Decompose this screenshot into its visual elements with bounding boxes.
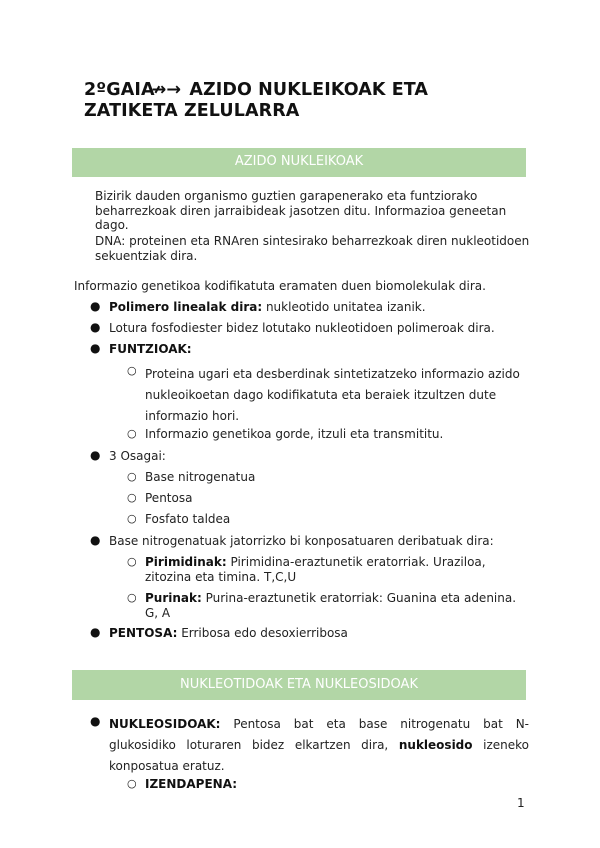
circle-bullet-icon: ○ (127, 512, 137, 525)
list-subitem-bold: Pirimidinak: (145, 555, 227, 569)
section-banner-label: AZIDO NUKLEIKOAK (234, 154, 364, 169)
title-line2: ZATIKETA ZELULARRA (84, 101, 300, 121)
list-subitem: Proteina ugari eta desberdinak sintetizatzeko informazio azido nukleoikoetan dago kodifikatuta eta beraiek itzultzen dute informazio hori. (145, 367, 520, 423)
list-item: Base nitrogenatuak jatorrizko bi konposatuaren deribatuak dira: (109, 534, 494, 548)
list-item-text: Pentosa bat eta base nitrogenatu bat N-glukosidiko loturaren bidez elkartzen dira, (109, 717, 529, 752)
list-subitem (145, 591, 530, 620)
bullet-icon: ● (90, 448, 101, 462)
list-item (109, 300, 529, 315)
list-item (109, 714, 529, 777)
page-number: 1 (517, 796, 525, 810)
list-subitem (145, 555, 530, 584)
section-banner-azido-nukleikoak (72, 148, 526, 177)
bullet-icon: ● (90, 341, 101, 355)
bullet-icon: ● (90, 533, 101, 547)
arrow-icon: ↛→ (151, 80, 182, 100)
list-item-text: Erribosa edo desoxierribosa (177, 626, 348, 640)
circle-bullet-icon: ○ (127, 591, 137, 604)
circle-bullet-icon: ○ (127, 470, 137, 483)
section-banner-nukleotidoak (72, 670, 526, 700)
list-subitem: Base nitrogenatua (145, 470, 256, 484)
circle-bullet-icon: ○ (127, 777, 137, 790)
list-item-text: nukleotido unitatea izanik. (262, 300, 426, 314)
page-title (84, 80, 524, 122)
bullet-icon: ● (90, 625, 101, 639)
intro-paragraph-3: Informazio genetikoa kodifikatuta eramaten duen biomolekulak dira. (74, 279, 486, 293)
list-item-text: izeneko konposatua eratuz. (109, 738, 529, 773)
circle-bullet-icon: ○ (127, 491, 137, 504)
title-line1: AZIDO NUKLEIKOAK ETA (189, 80, 429, 100)
circle-bullet-icon: ○ (127, 427, 137, 440)
list-item-bold: Polimero linealak dira: (109, 300, 263, 314)
bullet-icon: ● (90, 320, 101, 334)
list-item-bold: nukleosido (398, 738, 473, 752)
list-subitem: Pentosa (145, 491, 193, 505)
list-item: 3 Osagai: (109, 449, 166, 463)
list-subitem-text: Purina-eraztunetik eratorriak: Guanina eta adenina. G, A (145, 591, 517, 620)
list-item: Lotura fosfodiester bidez lotutako nukleotidoen polimeroak dira. (109, 321, 495, 335)
list-subitem: Informazio genetikoa gorde, itzuli eta transmititu. (145, 427, 444, 441)
list-item: FUNTZIOAK: (109, 342, 192, 356)
list-item (109, 626, 529, 641)
bullet-icon: ● (90, 714, 101, 728)
intro-paragraph-2: DNA: proteinen eta RNAren sintesirako beharrezkoak diren nukleotidoen sekuentziak dira. (95, 234, 530, 263)
circle-bullet-icon: ○ (127, 364, 137, 377)
list-item-bold: PENTOSA: (109, 626, 178, 640)
list-subitem: IZENDAPENA: (145, 777, 237, 791)
bullet-icon: ● (90, 299, 101, 313)
list-subitem-bold: Purinak: (145, 591, 202, 605)
list-subitem-text: Pirimidina-eraztunetik eratorriak. Uraziloa, zitozina eta timina. T,C,U (145, 555, 486, 584)
list-item-bold: NUKLEOSIDOAK: (109, 717, 221, 731)
list-subitem: Fosfato taldea (145, 512, 231, 526)
intro-paragraph-1: Bizirik dauden organismo guztien garapenerako eta funtziorako beharrezkoak diren jarraibideak jasotzen ditu. Informazioa geneetan dago. (95, 189, 507, 232)
section-banner-label: NUKLEOTIDOAK ETA NUKLEOSIDOAK (180, 677, 418, 692)
circle-bullet-icon: ○ (127, 555, 137, 568)
title-prefix: 2ºGAIA (84, 80, 155, 100)
